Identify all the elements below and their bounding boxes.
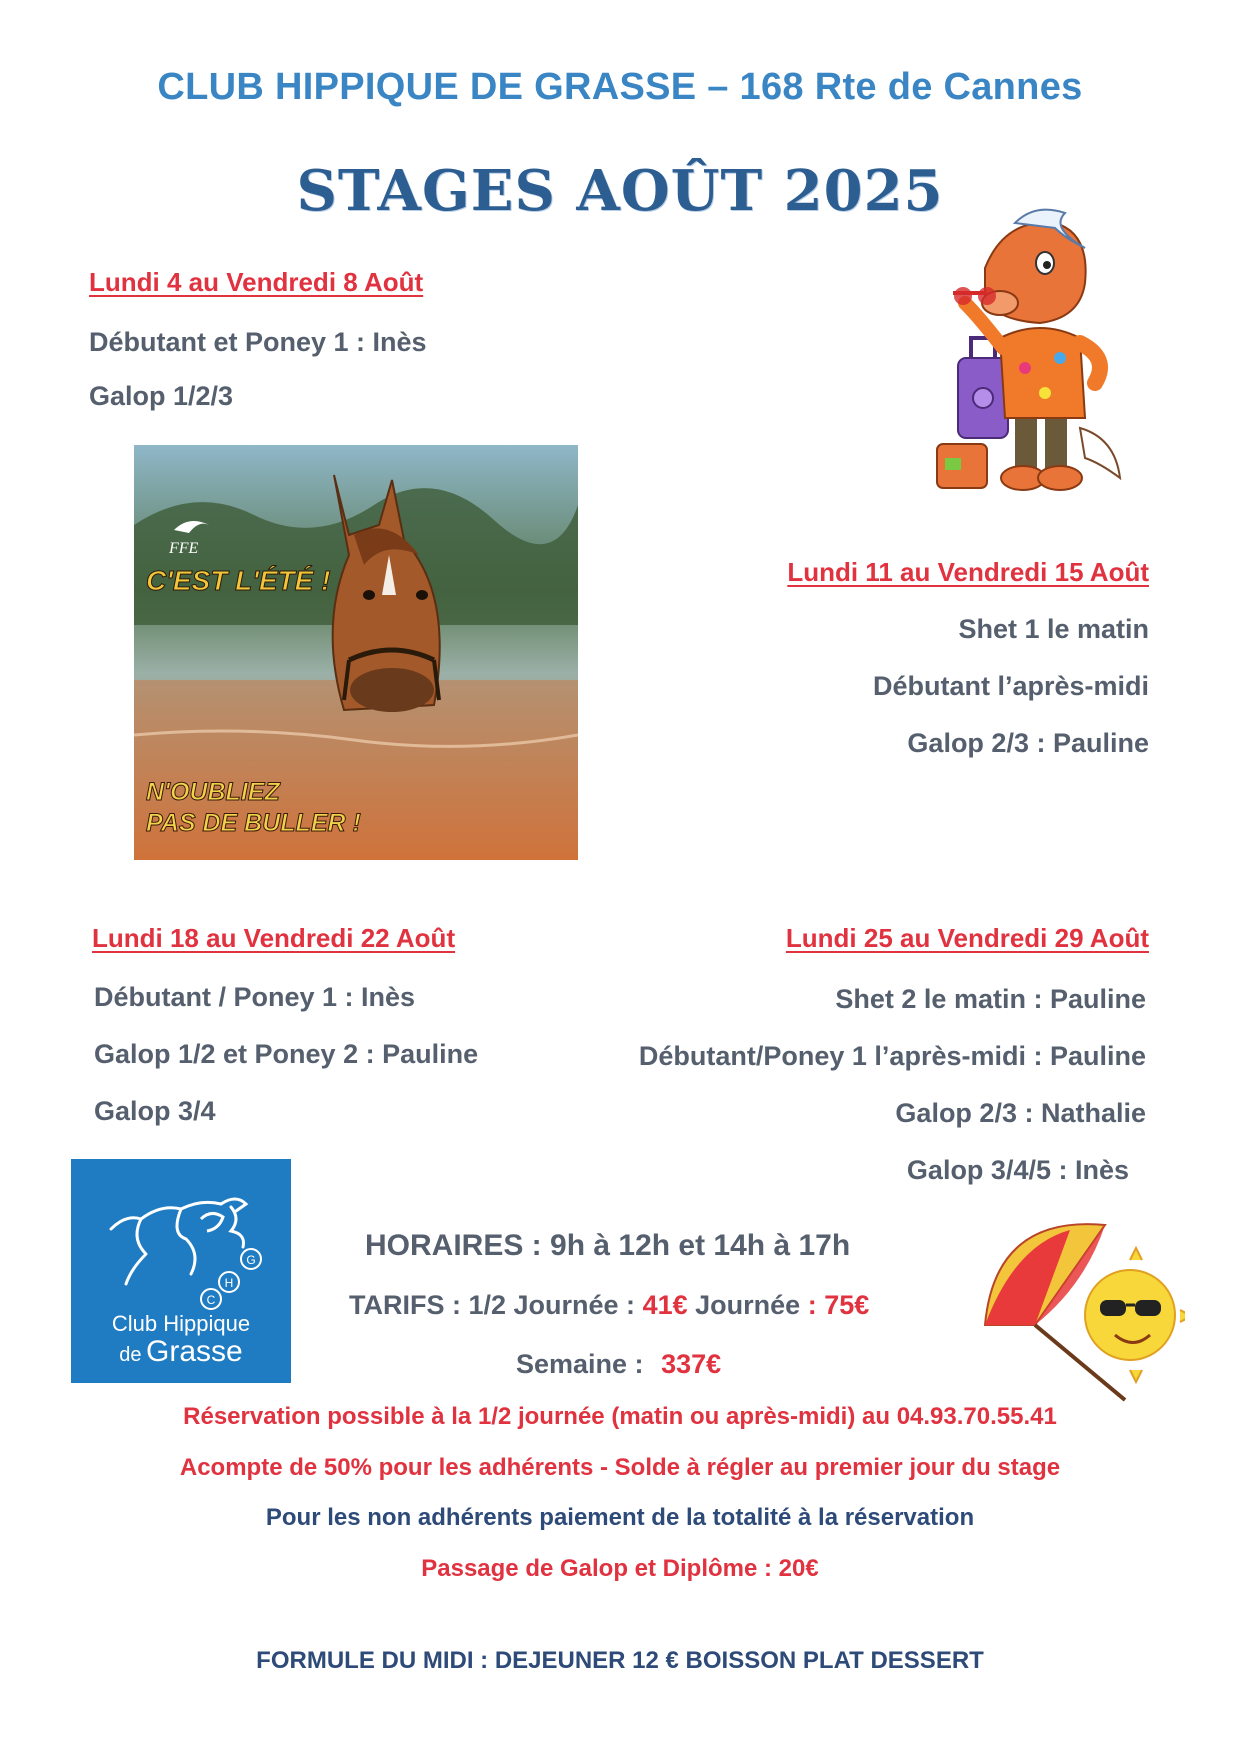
week-1-line: Galop 1/2/3 xyxy=(89,381,234,411)
logo-letter: H xyxy=(224,1276,234,1290)
week-3-line: Débutant / Poney 1 : Inès xyxy=(94,982,416,1012)
week-4-line: Débutant/Poney 1 l’après-midi : Pauline xyxy=(638,1041,1146,1071)
logo-letter: C xyxy=(206,1293,216,1307)
horse-mascot-illustration xyxy=(915,208,1155,498)
horaires-line xyxy=(365,1229,850,1263)
week-price: 337€ xyxy=(661,1349,722,1379)
day-colon: : xyxy=(807,1290,817,1320)
tarifs-label: TARIFS : 1/2 Journée : xyxy=(349,1290,636,1320)
day-label: Journée xyxy=(695,1290,801,1320)
logo-line-1: Club Hippique xyxy=(111,1311,251,1336)
horaires-value: 9h à 12h et 14h à 17h xyxy=(550,1229,851,1262)
poster-headline: C'EST L'ÉTÉ ! xyxy=(146,565,331,596)
deposit-note: Acompte de 50% pour les adhérents - Solde à régler au premier jour du stage xyxy=(179,1454,1061,1481)
logo-prefix: de xyxy=(119,1344,142,1366)
non-members-note: Pour les non adhérents paiement de la totalité à la réservation xyxy=(265,1504,975,1531)
reservation-note: Réservation possible à la 1/2 journée (matin ou après-midi) au 04.93.70.55.41 xyxy=(183,1403,1057,1430)
week-3-line: Galop 1/2 et Poney 2 : Pauline xyxy=(94,1039,479,1069)
week-4-period: Lundi 25 au Vendredi 29 Août xyxy=(785,923,1149,953)
week-1-line: Débutant et Poney 1 : Inès xyxy=(89,327,427,357)
week-2-line: Galop 2/3 : Pauline xyxy=(907,728,1149,758)
page-title: STAGES AOÛT 2025 xyxy=(296,158,944,224)
week-price-line xyxy=(516,1349,721,1380)
logo-name: Grasse xyxy=(146,1335,243,1368)
week-1-period: Lundi 4 au Vendredi 8 Août xyxy=(89,267,424,297)
club-logo xyxy=(71,1159,291,1383)
poster-tagline-2: PAS DE BULLER ! xyxy=(146,809,361,837)
half-day-price: 41€ xyxy=(642,1290,688,1320)
week-3-line: Galop 3/4 xyxy=(94,1096,216,1126)
week-2-period: Lundi 11 au Vendredi 15 Août xyxy=(787,557,1149,587)
week-3-period: Lundi 18 au Vendredi 22 Août xyxy=(92,923,456,953)
exam-fee-note: Passage de Galop et Diplôme : 20€ xyxy=(421,1555,819,1582)
week-2-line: Débutant l’après-midi xyxy=(872,671,1149,701)
logo-letter: G xyxy=(246,1253,256,1267)
ffe-logo-text: FFE xyxy=(169,540,199,557)
poster-tagline-1: N'OUBLIEZ xyxy=(146,778,280,806)
lunch-formula-note: FORMULE DU MIDI : DEJEUNER 12 € BOISSON PLAT DESSERT xyxy=(256,1647,984,1674)
week-label: Semaine : xyxy=(516,1349,644,1379)
tarifs-line xyxy=(349,1290,869,1321)
umbrella-sun-illustration xyxy=(975,1205,1185,1405)
week-2-line: Shet 1 le matin xyxy=(958,614,1149,644)
horaires-label: HORAIRES : xyxy=(365,1229,542,1262)
week-4-line: Galop 3/4/5 : Inès xyxy=(906,1155,1129,1185)
club-header: CLUB HIPPIQUE DE GRASSE – 168 Rte de Cannes xyxy=(157,66,1083,108)
week-4-line: Shet 2 le matin : Pauline xyxy=(835,984,1146,1014)
logo-line-2 xyxy=(71,1335,291,1369)
week-4-line: Galop 2/3 : Nathalie xyxy=(895,1098,1146,1128)
summer-horse-poster xyxy=(134,445,578,860)
day-price: 75€ xyxy=(824,1290,870,1320)
